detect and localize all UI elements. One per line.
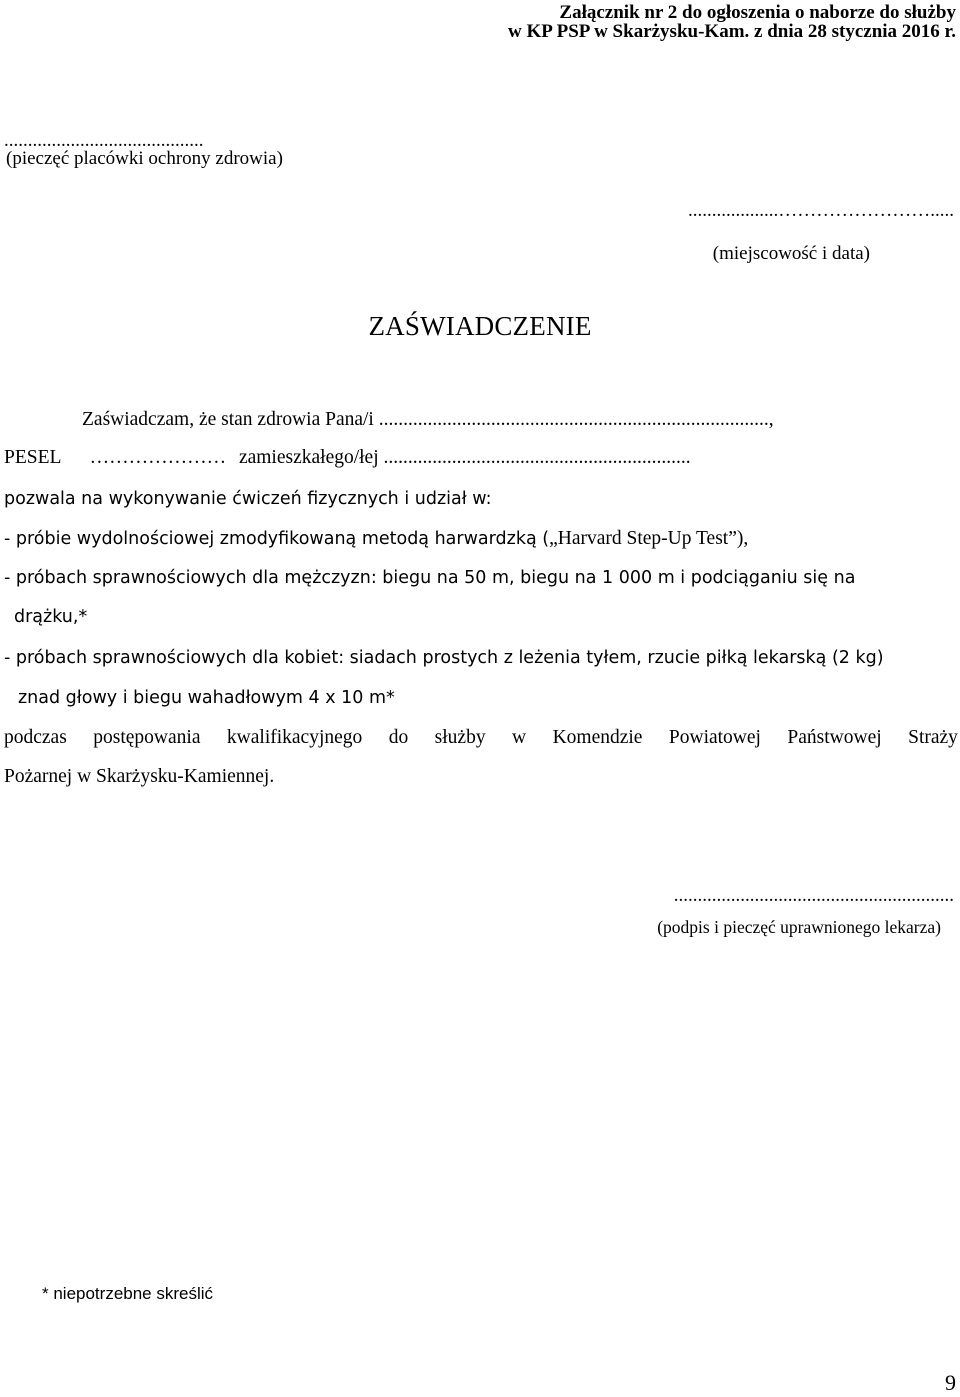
body-line-9 bbox=[4, 727, 958, 749]
line9-word: Powiatowej bbox=[668, 727, 761, 748]
line9-word: do bbox=[388, 727, 409, 748]
header-line-2: w KP PSP w Skarżysku-Kam. z dnia 28 stycznia 2016 r. bbox=[508, 21, 956, 42]
stamp-dots: .......................................... bbox=[4, 130, 204, 151]
line9-word: Straży bbox=[908, 727, 958, 748]
line4-text: - próbie wydolnościowej zmodyfikowaną metodą harwardzką ( bbox=[4, 529, 550, 549]
body-line-6: drążku,* bbox=[14, 607, 88, 627]
signature-dots: ........................................................... bbox=[673, 885, 954, 906]
body-line-8: znad głowy i biegu wahadłowym 4 x 10 m* bbox=[18, 688, 395, 708]
footnote: * niepotrzebne skreślić bbox=[42, 1284, 214, 1303]
body-line-4 bbox=[4, 528, 748, 550]
body-line-7: - próbach sprawnościowych dla kobiet: siadach prostych z leżenia tyłem, rzucie piłką lekarską (2 kg) bbox=[4, 648, 884, 668]
line9-word: służby bbox=[434, 727, 486, 748]
line4-test-name: „Harvard Step-Up Test”), bbox=[549, 528, 749, 549]
line9-word: kwalifikacyjnego bbox=[226, 727, 363, 748]
stamp-label: (pieczęć placówki ochrony zdrowia) bbox=[6, 148, 283, 169]
body-line-10: Pożarnej w Skarżysku-Kamiennej. bbox=[4, 766, 275, 787]
address-field: zamieszkałego/łej ............................................................... bbox=[238, 447, 691, 468]
page-number: 9 bbox=[945, 1370, 956, 1395]
line9-word: postępowania bbox=[93, 727, 201, 748]
pesel-dots: ………………… bbox=[89, 447, 227, 468]
body-line-5: - próbach sprawnościowych dla mężczyzn: biegu na 50 m, biegu na 1 000 m i podciąganiu się na bbox=[4, 568, 856, 588]
signature-label: (podpis i pieczęć uprawnionego lekarza) bbox=[657, 917, 941, 937]
document-title: ZAŚWIADCZENIE bbox=[368, 311, 592, 341]
place-date-label: (miejscowość i data) bbox=[712, 243, 870, 264]
place-date-dots: ...................……………………..... bbox=[688, 200, 954, 221]
line9-word: Komendzie bbox=[552, 727, 643, 748]
header-line-1: Załącznik nr 2 do ogłoszenia o naborze do służby bbox=[559, 2, 956, 23]
body-line-2 bbox=[4, 447, 691, 469]
line9-word: podczas bbox=[4, 727, 67, 748]
body-line-1: Zaświadczam, że stan zdrowia Pana/i ................................................................................, bbox=[82, 409, 774, 430]
line9-word: w bbox=[512, 727, 527, 748]
body-line-3: pozwala na wykonywanie ćwiczeń fizycznych i udział w: bbox=[4, 489, 492, 509]
line9-word: Państwowej bbox=[787, 727, 882, 748]
pesel-label: PESEL bbox=[4, 447, 61, 468]
